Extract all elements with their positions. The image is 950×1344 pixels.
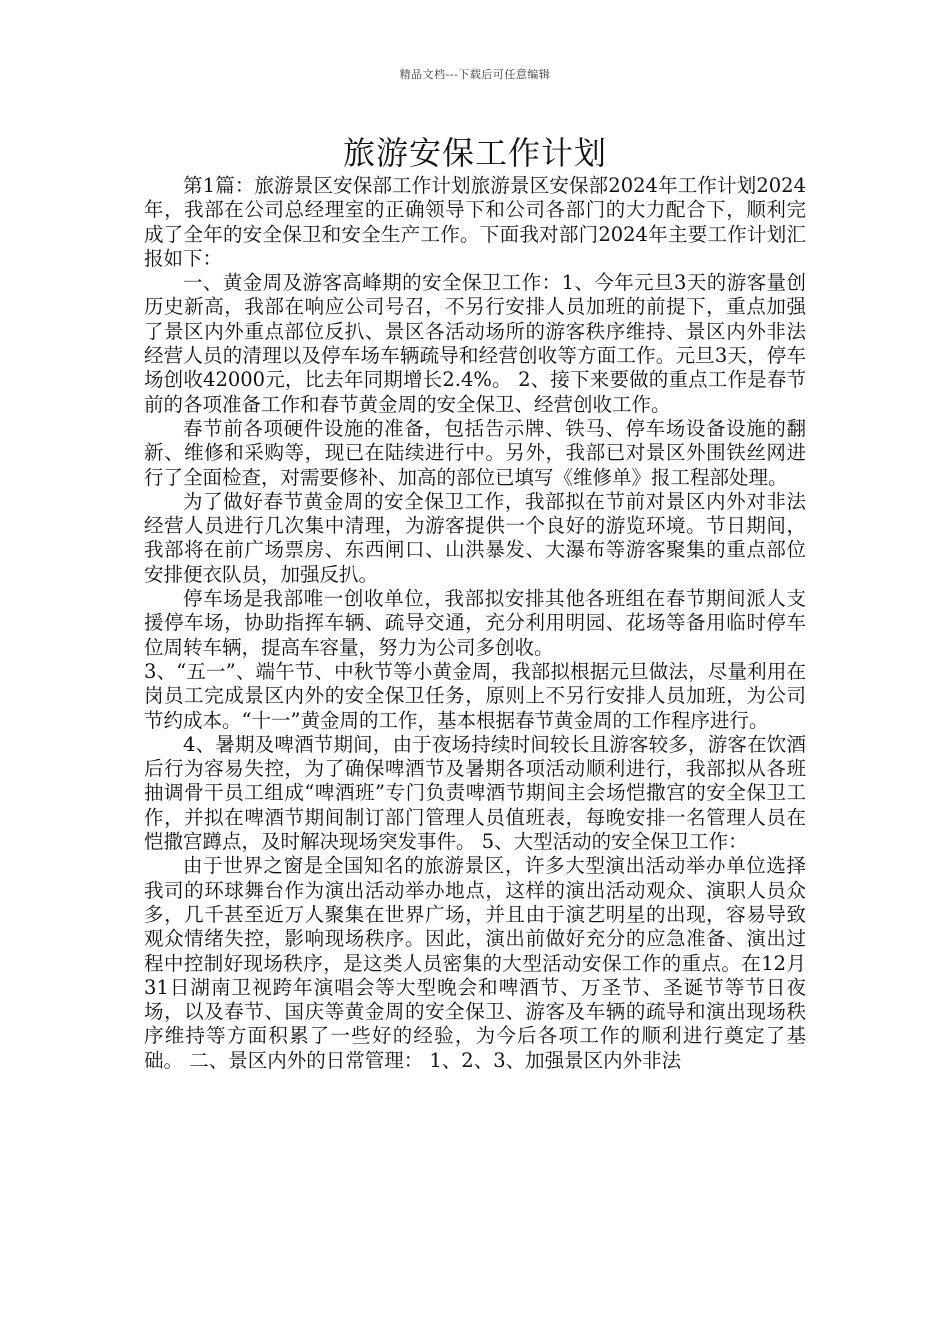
paragraph-1: 第1篇：旅游景区安保部工作计划旅游景区安保部2024年工作计划2024年，我部在公司总经理室的正确领导下和公司各部门的大力配合下，顺利完成了全年的安全保卫和安全生产工作。下面我对部门2024年主要工作计划汇报如下： — [144, 174, 806, 270]
paragraph-2: 一、黄金周及游客高峰期的安全保卫工作：1、今年元旦3天的游客量创历史新高，我部在响应公司号召，不另行安排人员加班的前提下，重点加强了景区内外重点部位反扒、景区各活动场所的游客秩序维持、景区内外非法经营人员的清理以及停车场车辆疏导和经营创收等方面工作。元旦3天，停车场创收42000元，比去年同期增长2.4%。 2、接下来要做的重点工作是春节前的各项准备工作和春节黄金周的安全保卫、经营创收工作。 — [144, 271, 806, 416]
paragraph-5: 停车场是我部唯一创收单位，我部拟安排其他各班组在春节期间派人支援停车场，协助指挥车辆、疏导交通，充分利用明园、花场等备用临时停车位周转车辆，提高车容量，努力为公司多创收。 — [144, 587, 806, 659]
paragraph-3: 春节前各项硬件设施的准备，包括告示牌、铁马、停车场设备设施的翻新、维修和采购等，现已在陆续进行中。另外，我部已对景区外围铁丝网进行了全面检查，对需要修补、加高的部位已填写《维修单》报工程部处理。 — [144, 416, 806, 489]
paragraph-7: 4、暑期及啤酒节期间，由于夜场持续时间较长且游客较多，游客在饮酒后行为容易失控，为了确保啤酒节及暑期各项活动顺利进行，我部拟从各班抽调骨干员工组成“啤酒班”专门负责啤酒节期间主会场恺撒宫的安全保卫工作，并拟在啤酒节期间制订部门管理人员值班表，每晚安排一名管理人员在恺撒宫蹲点，及时解决现场突发事件。 5、大型活动的安全保卫工作： — [144, 732, 806, 854]
header-note: 精品文档---下载后可任意编辑 — [399, 68, 551, 81]
document-title: 旅游安保工作计划 — [342, 134, 607, 172]
paragraph-8: 由于世界之窗是全国知名的旅游景区，许多大型演出活动举办单位选择我司的环球舞台作为演出活动举办地点，这样的演出活动观众、演职人员众多，几千甚至近万人聚集在世界广场，并且由于演艺明星的出现，容易导致观众情绪失控，影响现场秩序。因此，演出前做好充分的应急准备、演出过程中控制好现场秩序，是这类人员密集的大型活动安保工作的重点。在12月31日湖南卫视跨年演唱会等大型晚会和啤酒节、万圣节、圣诞节等节日夜场，以及春节、国庆等黄金周的安全保卫、游客及车辆的疏导和演出现场秩序维持等方面积累了一些好的经验，为今后各项工作的顺利进行奠定了基础。 二、景区内外的日常管理： 1、2、3、加强景区内外非法 — [144, 854, 806, 1072]
document-body — [144, 174, 806, 1073]
paragraph-4: 为了做好春节黄金周的安全保卫工作，我部拟在节前对景区内外对非法经营人员进行几次集中清理，为游客提供一个良好的游览环境。节日期间，我部将在前广场票房、东西闸口、山洪暴发、大瀑布等游客聚集的重点部位安排便衣队员，加强反扒。 — [144, 489, 806, 586]
paragraph-6: 3、“五一”、端午节、中秋节等小黄金周，我部拟根据元旦做法，尽量利用在岗员工完成景区内外的安全保卫任务，原则上不另行安排人员加班，为公司节约成本。“十一”黄金周的工作，基本根据春节黄金周的工作程序进行。 — [144, 659, 806, 732]
